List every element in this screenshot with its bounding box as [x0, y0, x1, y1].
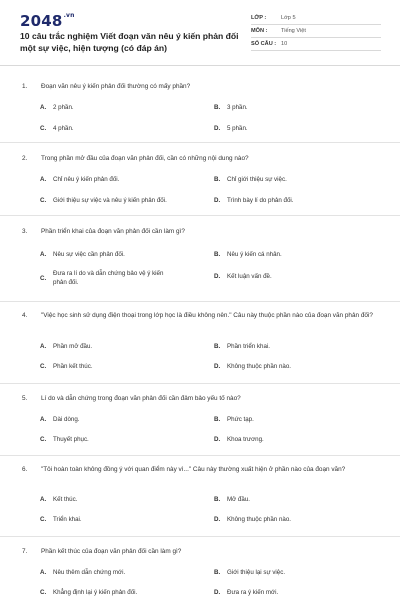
option-b[interactable] [214, 568, 374, 577]
question-1 [0, 66, 400, 143]
option-text: Nêu sự việc cần phản đối. [53, 251, 125, 258]
option-d[interactable] [214, 362, 374, 371]
option-d[interactable] [214, 272, 374, 281]
option-b[interactable] [214, 342, 374, 351]
option-d[interactable] [214, 435, 374, 444]
option-letter: D. [214, 273, 221, 280]
question-6 [0, 456, 400, 537]
option-c[interactable] [40, 588, 190, 597]
question-body: "Việc học sinh sử dụng điện thoại trong lớp học là điều không nên." Câu này thuộc phần nào của đoạn văn phản đối? [41, 312, 373, 319]
option-text: Kết luận vấn đề. [227, 273, 272, 280]
option-text: Khẳng định lại ý kiến phản đối. [53, 589, 138, 596]
site-logo[interactable] [20, 12, 75, 30]
option-letter: D. [214, 197, 221, 204]
question-4 [0, 302, 400, 384]
option-letter: A. [40, 251, 47, 258]
question-text [22, 547, 380, 557]
option-a[interactable] [40, 250, 190, 259]
option-text: Chỉ nêu ý kiến phản đối. [53, 176, 120, 183]
option-a[interactable] [40, 495, 190, 504]
question-body: Đoạn văn nêu ý kiến phản đối thường có mấy phần? [41, 83, 191, 90]
option-b[interactable] [214, 103, 374, 112]
meta-value: 10 [281, 41, 288, 47]
option-c[interactable] [40, 362, 190, 371]
option-text: Phần mở đầu. [53, 343, 93, 350]
question-number: 7. [22, 548, 28, 555]
option-text: 5 phần. [227, 125, 248, 132]
option-text: Không thuộc phần nào. [227, 516, 291, 523]
question-list [0, 66, 400, 600]
question-2 [0, 143, 400, 216]
question-number: 4. [22, 312, 28, 319]
option-d[interactable] [214, 588, 374, 597]
option-text: Mở đầu. [227, 496, 250, 503]
question-number: 3. [22, 228, 28, 235]
option-letter: C. [40, 516, 47, 523]
option-c[interactable] [40, 196, 190, 205]
option-letter: C. [40, 125, 47, 132]
question-number: 6. [22, 466, 28, 473]
question-number: 2. [22, 155, 28, 162]
question-7 [0, 537, 400, 600]
question-text [22, 311, 380, 321]
question-3 [0, 216, 400, 302]
option-letter: A. [40, 569, 47, 576]
option-letter: B. [214, 569, 221, 576]
option-letter: C. [40, 197, 47, 204]
meta-row-grade [251, 12, 381, 25]
option-c[interactable] [40, 435, 190, 444]
worksheet-title: 10 câu trắc nghiệm Viết đoạn văn nêu ý kiến phản đối một sự việc, hiện tượng (có đáp án) [20, 31, 239, 53]
option-text: Đưa ra ý kiến mới. [227, 589, 279, 596]
question-body: Trong phần mở đầu của đoạn văn phản đối, cần có những nội dung nào? [41, 155, 249, 162]
meta-row-subject [251, 25, 381, 38]
option-text: Nêu thêm dẫn chứng mới. [53, 569, 126, 576]
option-letter: C. [40, 589, 47, 596]
option-letter: D. [214, 436, 221, 443]
option-text: Đưa ra lí do và dẫn chứng bảo vệ ý kiến phản đối. [53, 270, 164, 286]
option-letter: B. [214, 496, 221, 503]
option-letter: B. [214, 104, 221, 111]
option-d[interactable] [214, 196, 374, 205]
option-letter: C. [40, 274, 47, 282]
option-letter: C. [40, 436, 47, 443]
meta-value: Lớp 5 [281, 15, 296, 21]
option-text: Triển khai. [53, 516, 82, 523]
option-text: Giới thiệu lại sự việc. [227, 569, 286, 576]
option-letter: B. [214, 416, 221, 423]
option-text: Nêu ý kiến cá nhân. [227, 251, 282, 258]
option-a[interactable] [40, 175, 190, 184]
worksheet-header [0, 0, 400, 66]
question-text [22, 227, 380, 237]
option-d[interactable] [214, 124, 374, 133]
option-letter: D. [214, 125, 221, 132]
logo-suffix: .vn [63, 12, 75, 19]
option-letter: B. [214, 251, 221, 258]
option-letter: D. [214, 363, 221, 370]
option-text: Trình bày lí do phản đối. [227, 197, 294, 204]
question-text [22, 465, 380, 475]
meta-label: MÔN : [251, 28, 268, 34]
option-b[interactable] [214, 415, 374, 424]
option-b[interactable] [214, 250, 374, 259]
option-text: 3 phần. [227, 104, 248, 111]
option-letter: B. [214, 343, 221, 350]
option-text: Phần triển khai. [227, 343, 270, 350]
option-a[interactable] [40, 103, 190, 112]
option-text: 4 phần. [53, 125, 74, 132]
option-text: Khoa trương. [227, 436, 264, 443]
option-c[interactable] [40, 269, 180, 287]
meta-label: SỐ CÂU : [251, 41, 277, 47]
question-body: "Tôi hoàn toàn không đồng ý với quan điểm này vì..." Câu này thường xuất hiện ở phần nào của đoạn văn? [41, 466, 346, 473]
worksheet-meta [251, 12, 381, 51]
question-body: Lí do và dẫn chứng trong đoạn văn phản đối cần đảm bảo yếu tố nào? [41, 395, 241, 402]
option-letter: A. [40, 343, 47, 350]
option-text: Phức tạp. [227, 416, 254, 423]
option-text: Giới thiệu sự việc và nêu ý kiến phản đối. [53, 197, 167, 204]
option-letter: B. [214, 176, 221, 183]
option-c[interactable] [40, 124, 190, 133]
option-text: Thuyết phục. [53, 436, 89, 443]
option-d[interactable] [214, 515, 374, 524]
meta-row-count [251, 38, 381, 51]
question-number: 1. [22, 83, 28, 90]
option-a[interactable] [40, 568, 190, 577]
meta-value: Tiếng Việt [281, 28, 306, 34]
option-a[interactable] [40, 342, 190, 351]
option-letter: D. [214, 589, 221, 596]
option-text: 2 phần. [53, 104, 74, 111]
question-body: Phần kết thúc của đoạn văn phản đối cần làm gì? [41, 548, 182, 555]
question-body: Phần triển khai của đoạn văn phản đối cần làm gì? [41, 228, 185, 235]
question-number: 5. [22, 395, 28, 402]
question-text [22, 154, 380, 164]
option-b[interactable] [214, 175, 374, 184]
option-text: Kết thúc. [53, 496, 78, 503]
option-letter: D. [214, 516, 221, 523]
option-c[interactable] [40, 515, 190, 524]
option-b[interactable] [214, 495, 374, 504]
question-text [22, 82, 380, 92]
meta-label: LỚP : [251, 15, 267, 21]
logo-text: 2048 [20, 12, 63, 30]
option-text: Không thuộc phần nào. [227, 363, 291, 370]
option-letter: A. [40, 104, 47, 111]
option-text: Dài dòng. [53, 416, 80, 423]
question-text [22, 394, 380, 404]
option-text: Phần kết thúc. [53, 363, 93, 370]
option-letter: A. [40, 176, 47, 183]
option-letter: A. [40, 496, 47, 503]
option-text: Chỉ giới thiệu sự việc. [227, 176, 287, 183]
option-letter: A. [40, 416, 47, 423]
option-a[interactable] [40, 415, 190, 424]
question-5 [0, 384, 400, 456]
option-letter: C. [40, 363, 47, 370]
